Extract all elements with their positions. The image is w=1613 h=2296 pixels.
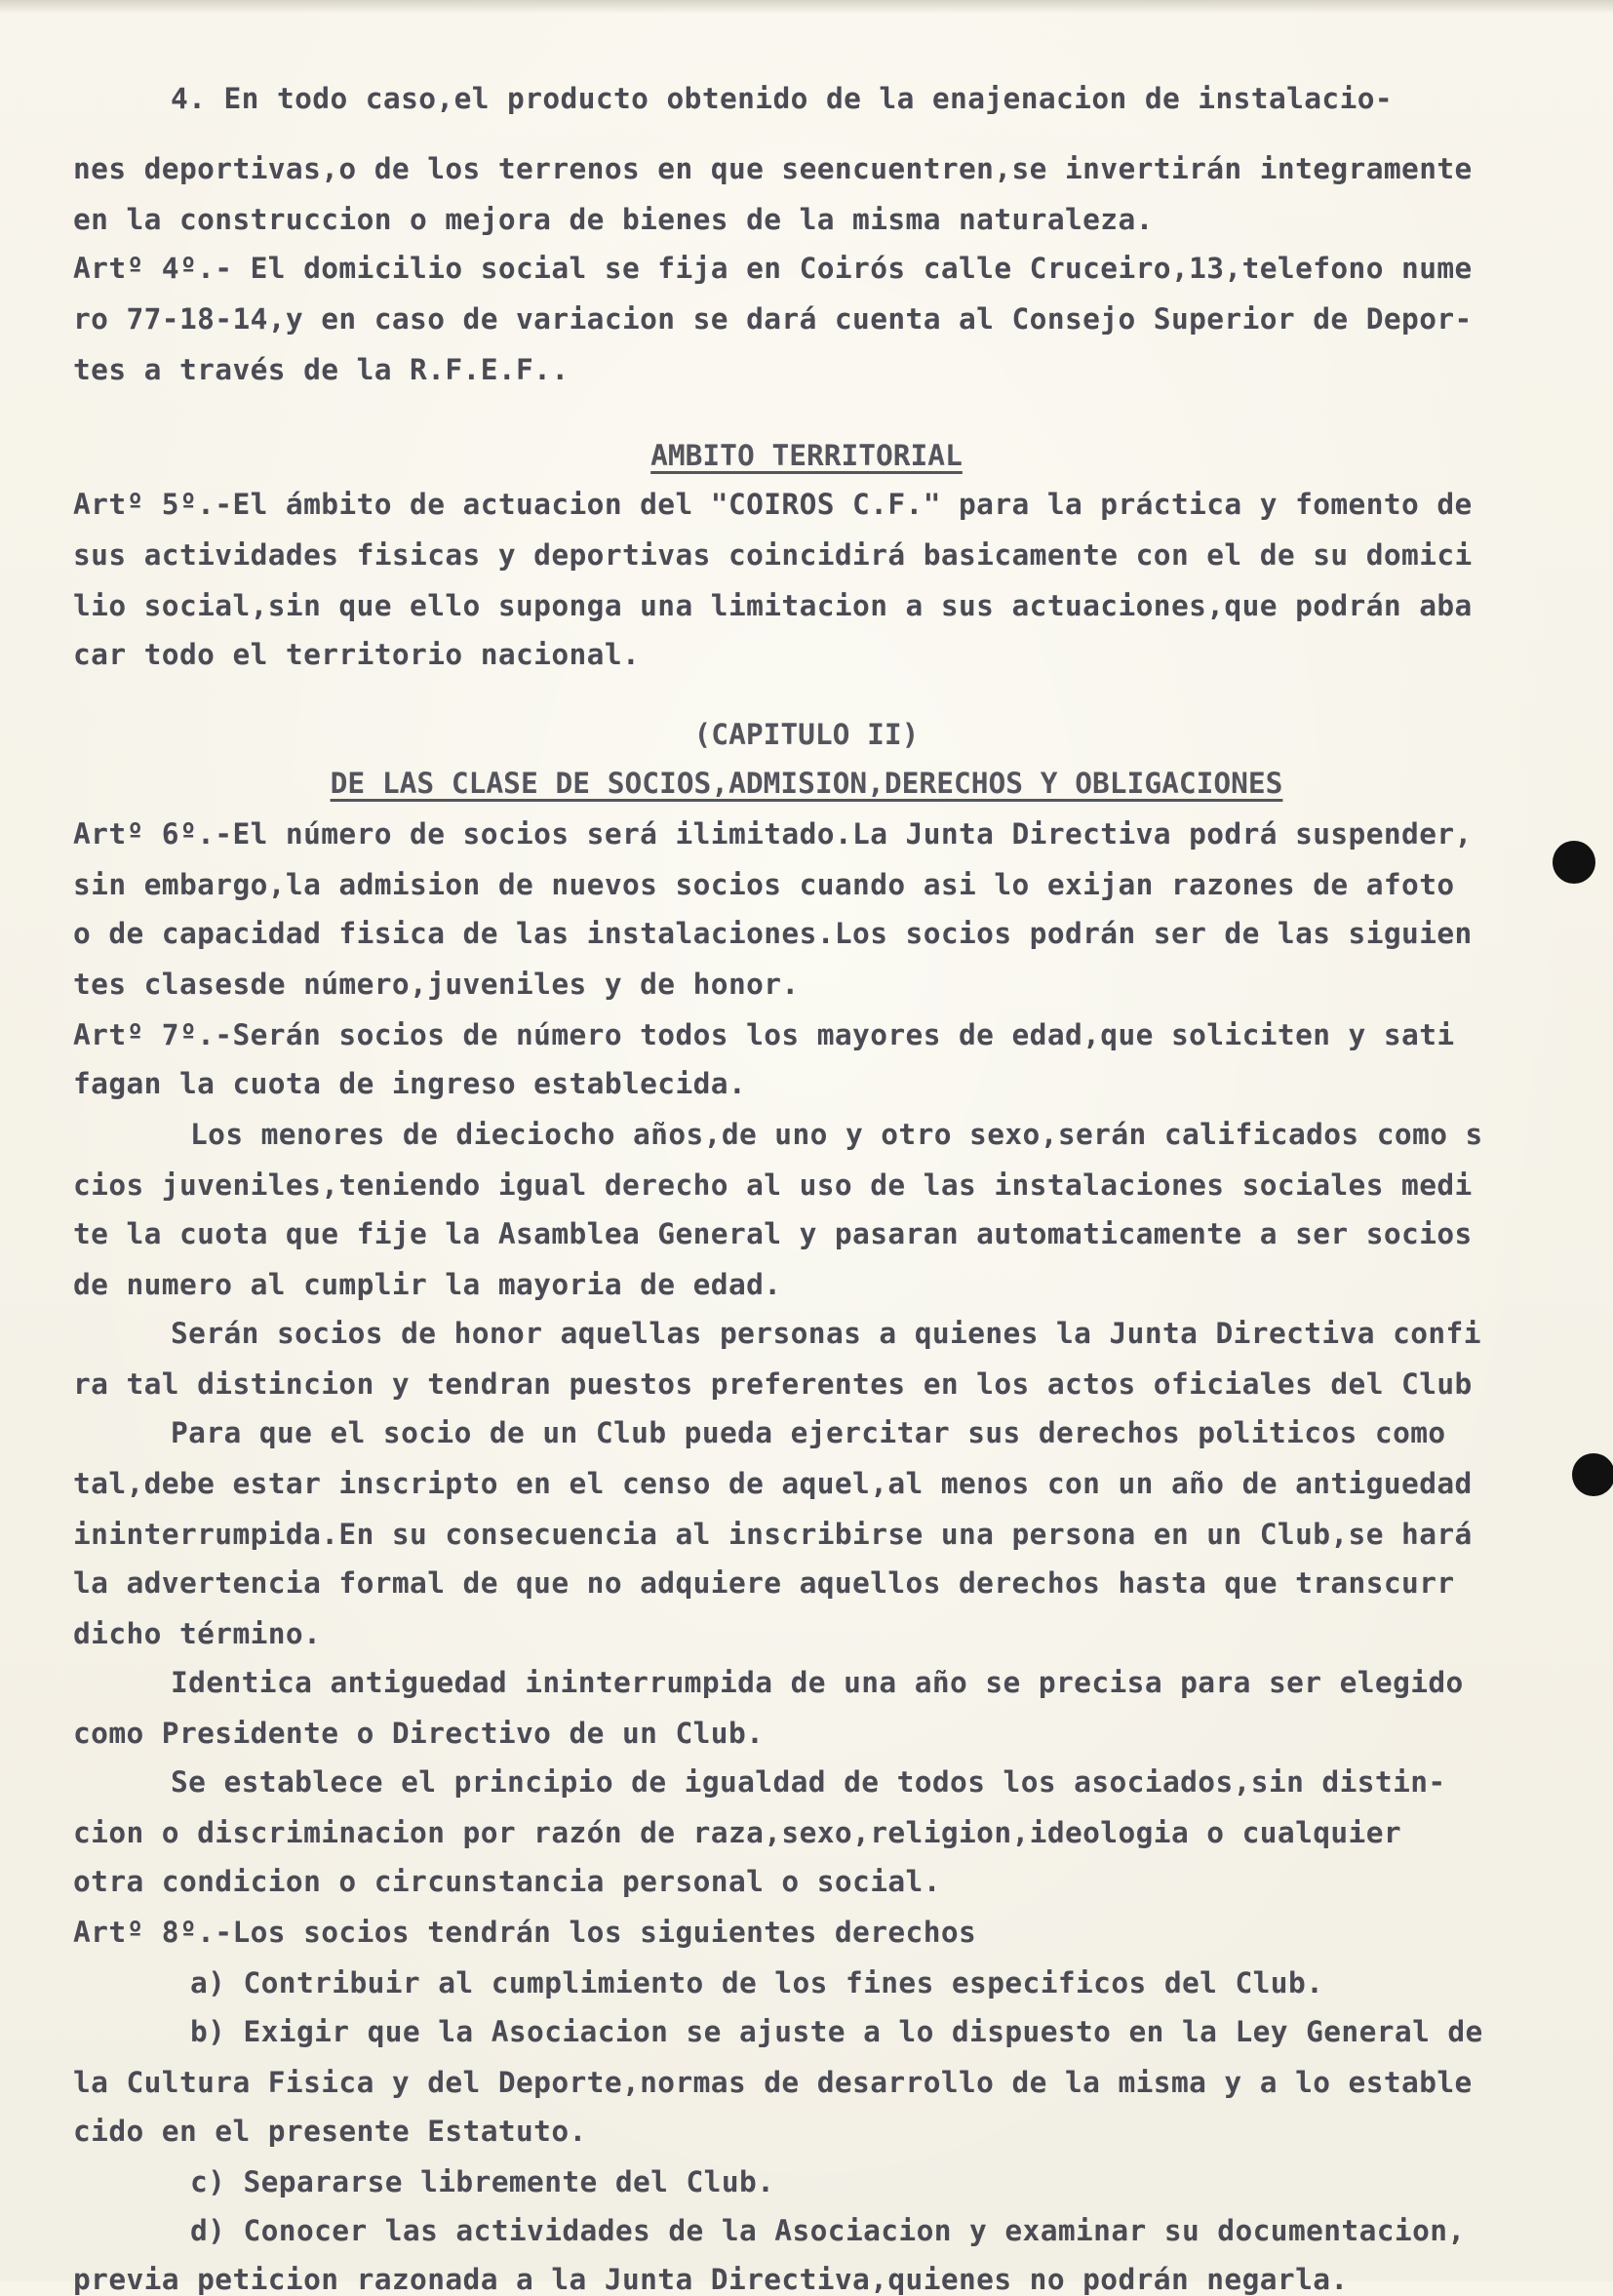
text-line: Identica antiguedad ininterrumpida de una año se precisa para ser elegido bbox=[171, 1666, 1464, 1699]
text-line: tes clasesde número,juveniles y de honor. bbox=[73, 968, 800, 1001]
text-line: cido en el presente Estatuto. bbox=[73, 2115, 587, 2148]
text-line: b) Exigir que la Asociacion se ajuste a lo dispuesto en la Ley General de bbox=[190, 2015, 1483, 2048]
text-line: fagan la cuota de ingreso establecida. bbox=[73, 1067, 747, 1100]
text-line: cion o discriminacion por razón de raza,sexo,religion,ideologia o cualquier bbox=[73, 1816, 1402, 1849]
text-line: nes deportivas,o de los terrenos en que seencuentren,se invertirán integramente bbox=[73, 152, 1473, 185]
text-line: la advertencia formal de que no adquiere aquellos derechos hasta que transcurr bbox=[73, 1566, 1455, 1600]
text-line: sus actividades fisicas y deportivas coincidirá basicamente con el de su domici bbox=[73, 538, 1473, 572]
section-heading-text: AMBITO TERRITORIAL bbox=[650, 439, 963, 472]
text-line: sin embargo,la admision de nuevos socios cuando asi lo exijan razones de afoto bbox=[73, 868, 1455, 901]
text-line: de numero al cumplir la mayoria de edad. bbox=[73, 1268, 782, 1301]
text-line: tes a través de la R.F.E.F.. bbox=[73, 353, 570, 386]
text-line: d) Conocer las actividades de la Asociacion y examinar su documentacion, bbox=[190, 2214, 1466, 2247]
section-heading bbox=[0, 439, 1613, 472]
text-line: cios juveniles,teniendo igual derecho al uso de las instalaciones sociales medi bbox=[73, 1168, 1473, 1202]
chapter-subheading bbox=[0, 767, 1613, 800]
text-line: Artº 6º.-El número de socios será ilimitado.La Junta Directiva podrá suspender, bbox=[73, 817, 1473, 851]
text-line: Los menores de dieciocho años,de uno y otro sexo,serán calificados como s bbox=[190, 1118, 1483, 1151]
text-line: como Presidente o Directivo de un Club. bbox=[73, 1717, 765, 1750]
text-line: lio social,sin que ello suponga una limitacion a sus actuaciones,que podrán aba bbox=[73, 589, 1473, 622]
page-edge-shadow bbox=[0, 0, 1613, 14]
text-line: Artº 5º.-El ámbito de actuacion del "COIROS C.F." para la práctica y fomento de bbox=[73, 488, 1473, 521]
text-line: Se establece el principio de igualdad de todos los asociados,sin distin- bbox=[171, 1765, 1446, 1799]
text-line: o de capacidad fisica de las instalaciones.Los socios podrán ser de las siguien bbox=[73, 917, 1473, 950]
text-line: car todo el territorio nacional. bbox=[73, 638, 641, 671]
text-line: a) Contribuir al cumplimiento de los fines especificos del Club. bbox=[190, 1966, 1324, 1999]
chapter-subheading-text: DE LAS CLASE DE SOCIOS,ADMISION,DERECHOS Y OBLIGACIONES bbox=[330, 767, 1283, 800]
text-line: Artº 8º.-Los socios tendrán los siguientes derechos bbox=[73, 1916, 977, 1949]
text-line: c) Separarse libremente del Club. bbox=[190, 2165, 775, 2198]
text-line: previa peticion razonada a la Junta Directiva,quienes no podrán negarla. bbox=[73, 2263, 1349, 2296]
text-line: la Cultura Fisica y del Deporte,normas de desarrollo de la misma y a lo estable bbox=[73, 2066, 1473, 2099]
text-line: Artº 4º.- El domicilio social se fija en Coirós calle Cruceiro,13,telefono nume bbox=[73, 252, 1473, 285]
text-line: Artº 7º.-Serán socios de número todos los mayores de edad,que soliciten y sati bbox=[73, 1018, 1455, 1051]
text-line: dicho término. bbox=[73, 1617, 322, 1650]
text-line: ra tal distincion y tendran puestos preferentes en los actos oficiales del Club bbox=[73, 1367, 1473, 1401]
text-line: 4. En todo caso,el producto obtenido de la enajenacion de instalacio- bbox=[171, 82, 1394, 115]
text-line: Serán socios de honor aquellas personas a quienes la Junta Directiva confi bbox=[171, 1317, 1481, 1350]
punch-hole bbox=[1553, 841, 1595, 884]
text-line: tal,debe estar inscripto en el censo de aquel,al menos con un año de antiguedad bbox=[73, 1467, 1473, 1500]
text-line: otra condicion o circunstancia personal o social. bbox=[73, 1865, 941, 1898]
text-line: ininterrumpida.En su consecuencia al inscribirse una persona en un Club,se hará bbox=[73, 1518, 1473, 1551]
text-line: te la cuota que fije la Asamblea General y pasaran automaticamente a ser socios bbox=[73, 1217, 1473, 1250]
punch-hole bbox=[1572, 1453, 1613, 1496]
text-line: en la construccion o mejora de bienes de la misma naturaleza. bbox=[73, 203, 1154, 236]
text-line: Para que el socio de un Club pueda ejercitar sus derechos politicos como bbox=[171, 1416, 1446, 1449]
text-line: ro 77-18-14,y en caso de variacion se dará cuenta al Consejo Superior de Depor- bbox=[73, 302, 1473, 336]
chapter-heading: (CAPITULO II) bbox=[693, 718, 920, 751]
